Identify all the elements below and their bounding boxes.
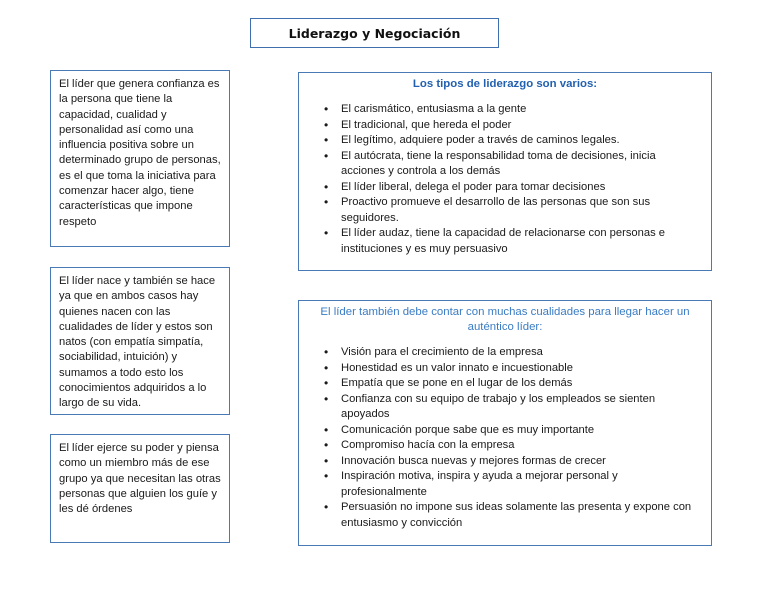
title-box [250,18,499,48]
list-item: • Compromiso hacía con la empresa [341,438,701,454]
list-item: • Honestidad es un valor innato e incuestionable [341,361,701,377]
left-box-text: El líder ejerce su poder y piensa como un miembro más de ese grupo ya que necesitan las otras personas que alguien los guíe y les dé órdenes [59,442,221,516]
left-box-nace [50,267,230,415]
leader-qualities-heading: El líder también debe contar con muchas cualidades para llegar hacer un auténtico líder: [320,306,690,333]
list-item: • Inspiración motiva, inspira y ayuda a mejorar personal y profesionalmente [341,469,701,500]
left-box-confianza [50,70,230,247]
list-item: • Innovación busca nuevas y mejores formas de crecer [341,454,701,470]
list-item: • Confianza con su equipo de trabajo y los empleados se sienten apoyados [341,392,701,423]
list-item: • Visión para el crecimiento de la empresa [341,345,701,361]
list-item: • El líder liberal, delega el poder para tomar decisiones [341,180,701,196]
list-item: • El autócrata, tiene la responsabilidad toma de decisiones, inicia acciones y controla a los demás [341,149,701,180]
left-box-text: El líder que genera confianza es la persona que tiene la capacidad, cualidad y personalidad así como una influencia positiva sobre un determinado grupo de personas, es el que toma la iniciativa para comenzar hacer algo, tiene características que impone respeto [59,78,221,228]
list-item: • El carismático, entusiasma a la gente [341,102,701,118]
left-box-poder [50,434,230,543]
list-item: • Comunicación porque sabe que es muy importante [341,423,701,439]
list-item: • El tradicional, que hereda el poder [341,118,701,134]
leadership-types-list [309,102,701,257]
list-item: • Persuasión no impone sus ideas solamente las presenta y expone con entusiasmo y convicción [341,500,701,531]
list-item: • Empatía que se pone en el lugar de los demás [341,376,701,392]
list-item: • El legítimo, adquiere poder a través de caminos legales. [341,133,701,149]
page-title: Liderazgo y Negociación [288,25,461,41]
leader-qualities-list [309,345,701,531]
leadership-types-box [298,72,712,271]
leadership-types-heading: Los tipos de liderazgo son varios: [412,78,598,90]
left-box-text: El líder nace y también se hace ya que en ambos casos hay quienes nacen con las cualidades de líder y estos son natos (con empatía simpatía, sociabilidad, intuición) y sumamos a todo esto los conocimientos adquiridos a lo largo de su vida. [59,275,216,410]
list-item: • El líder audaz, tiene la capacidad de relacionarse con personas e instituciones y es muy persuasivo [341,226,701,257]
leader-qualities-box [298,300,712,546]
list-item: • Proactivo promueve el desarrollo de las personas que son sus seguidores. [341,195,701,226]
